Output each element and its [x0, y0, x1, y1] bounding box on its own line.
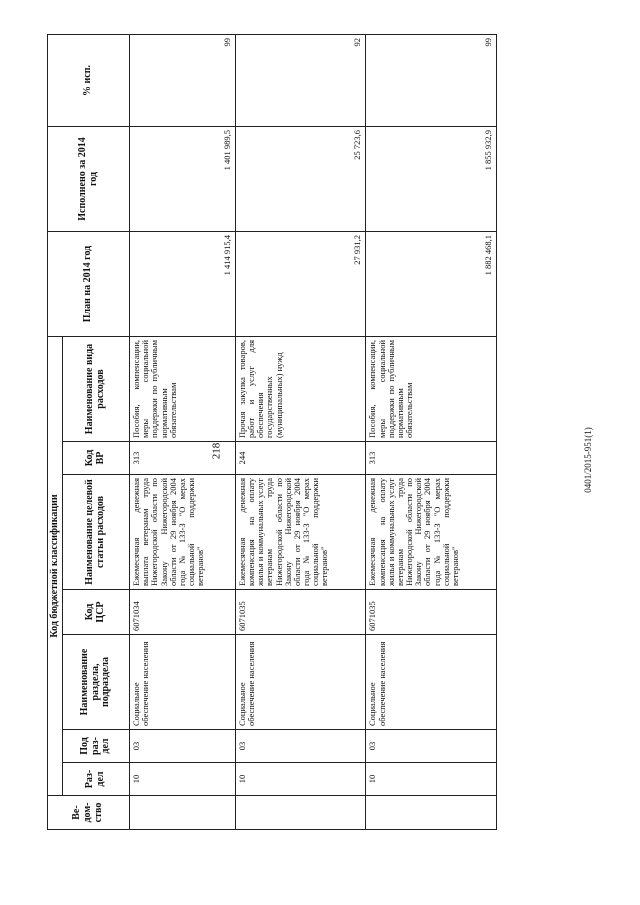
header-razdel-name: Наименование раздела, подраздела — [63, 635, 130, 730]
table-row — [235, 35, 366, 830]
cell-percent: 99 — [130, 35, 236, 127]
cell-vr-name: Пособия, компенсации, меры социальной поддержки по публичным нормативным обязательствам — [130, 337, 236, 442]
cell-plan: 27 931,2 — [235, 232, 366, 337]
cell-csr: 6071035 — [366, 590, 497, 635]
header-csr: Код ЦСР — [63, 590, 130, 635]
header-percent: % исп. — [48, 35, 130, 127]
cell-executed: 1 401 989,5 — [130, 127, 236, 232]
cell-razdel-name: Социальное обеспечение населения — [235, 635, 366, 730]
page-number: 218 — [210, 442, 223, 460]
table-row — [130, 35, 236, 830]
header-plan: План на 2014 год — [48, 232, 130, 337]
cell-csr-name: Ежемесячная денежная компенсация на оплату жилья и коммунальных услуг ветеранам труда Нижегородской области по Закону Нижегородской области от 29 ноября 2004 года № 133-З "О мерах социальной поддержки ветеранов" — [235, 475, 366, 590]
cell-vedomstvo — [366, 796, 497, 830]
header-podrazdel: Под раз-дел — [63, 730, 130, 763]
cell-vr: 313 — [366, 442, 497, 475]
cell-vedomstvo — [235, 796, 366, 830]
header-vr-name: Наименование вида расходов — [63, 337, 130, 442]
cell-razdel-name: Социальное обеспечение населения — [130, 635, 236, 730]
document-code: 0401/2015-951(1) — [582, 427, 593, 493]
cell-vr: 244 — [235, 442, 366, 475]
cell-plan: 1 414 915,4 — [130, 232, 236, 337]
header-csr-name: Наименование целевой статьи расходов — [63, 475, 130, 590]
cell-csr-name: Ежемесячная денежная выплата ветеранам труда Нижегородской области по Закону Нижегородской области от 29 ноября 2004 года № 133-З "О мерах социальной поддержки ветеранов" — [130, 475, 236, 590]
cell-razdel: 10 — [235, 763, 366, 796]
cell-podrazdel: 03 — [366, 730, 497, 763]
cell-percent: 92 — [235, 35, 366, 127]
cell-executed: 25 723,6 — [235, 127, 366, 232]
header-executed: Исполнено за 2014 год — [48, 127, 130, 232]
rotated-table-container — [47, 35, 497, 830]
cell-csr: 6071034 — [130, 590, 236, 635]
cell-csr: 6071035 — [235, 590, 366, 635]
cell-plan: 1 882 468,1 — [366, 232, 497, 337]
cell-razdel: 10 — [366, 763, 497, 796]
cell-csr-name: Ежемесячная денежная компенсация на оплату жилья и коммунальных услуг ветеранам труда Нижегородской области по Закону Нижегородской области от 29 ноября 2004 года № 133-З "О мерах социальной поддержки ветеранов" — [366, 475, 497, 590]
cell-vr-name: Прочая закупка товаров, работ и услуг для обеспечения государственных (муниципальных) нужд — [235, 337, 366, 442]
cell-vedomstvo — [130, 796, 236, 830]
cell-razdel-name: Социальное обеспечение населения — [366, 635, 497, 730]
budget-table — [47, 34, 497, 830]
header-vedomstvo: Ве-дом-ство — [48, 796, 130, 830]
header-razdel: Раз-дел — [63, 763, 130, 796]
cell-percent: 99 — [366, 35, 497, 127]
cell-razdel: 10 — [130, 763, 236, 796]
cell-podrazdel: 03 — [130, 730, 236, 763]
cell-executed: 1 855 932,9 — [366, 127, 497, 232]
header-budget-classification: Код бюджетной классификации — [48, 337, 63, 796]
cell-vr: 313 — [130, 442, 236, 475]
cell-podrazdel: 03 — [235, 730, 366, 763]
table-row — [366, 35, 497, 830]
header-vr: Код ВР — [63, 442, 130, 475]
cell-vr-name: Пособия, компенсации, меры социальной поддержки по публичным нормативным обязательствам — [366, 337, 497, 442]
